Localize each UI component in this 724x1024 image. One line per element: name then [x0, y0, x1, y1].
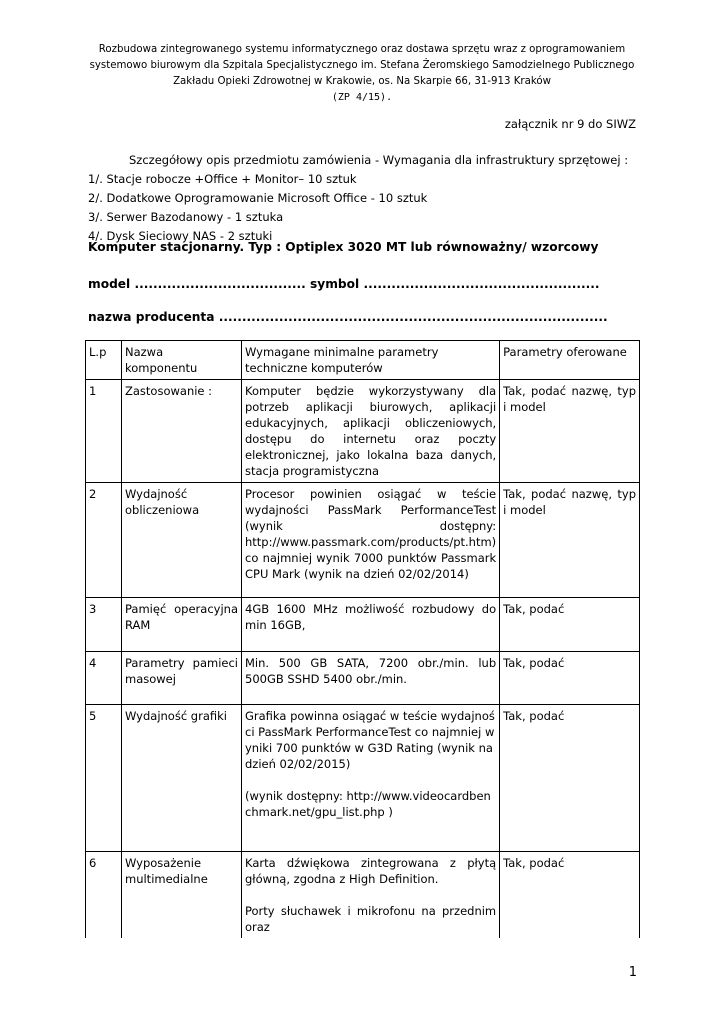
row-lp: 3 [86, 598, 122, 652]
row-offered: Tak, podać [500, 705, 640, 852]
document-header [60, 42, 664, 106]
row-requirement [242, 652, 500, 705]
row-lp: 4 [86, 652, 122, 705]
row-requirement [242, 483, 500, 598]
computer-title: Komputer stacjonarny. Typ : Optiplex 3020 MT lub równoważny/ wzorcowy [88, 240, 599, 254]
row-offered: Tak, podać nazwę, typ i model [500, 380, 640, 483]
requirement-text: Komputer będzie wykorzystywany dla potrzeb aplikacji biurowych, aplikacji edukacyjnych, aplikacji obliczeniowych, dostępu do internetu oraz poczty elektronicznej, jako lokalna baza danych, stacja programistyczna [245, 384, 497, 478]
header-cell-name: Nazwa komponentu [122, 341, 242, 380]
requirement-text: Karta dźwiękowa zintegrowana z płytą główną, zgodna z High Definition. [245, 856, 497, 886]
row-component: Zastosowanie : [122, 380, 242, 483]
header-code: (ZP 4/15). [331, 92, 393, 103]
requirement-note: (wynik dostępny: http://www.videocardbenchmark.net/gpu_list.php ) [245, 789, 491, 819]
row-offered: Tak, podać [500, 652, 640, 705]
table-row [86, 652, 640, 705]
header-cell-requirements: Wymagane minimalne parametry techniczne komputerów [242, 341, 500, 380]
row-offered: Tak, podać [500, 852, 640, 939]
requirement-text: Min. 500 GB SATA, 7200 obr./min. lub 500GB SSHD 5400 obr./min. [245, 656, 497, 686]
row-lp: 5 [86, 705, 122, 852]
table-row [86, 705, 640, 852]
row-requirement [242, 380, 500, 483]
intro-section [88, 151, 648, 246]
table-row [86, 852, 640, 939]
header-line-3: Zakładu Opieki Zdrowotnej w Krakowie, os. Na Skarpie 66, 31-913 Kraków [173, 76, 551, 87]
requirement-text: Procesor powinien osiągać w teście wydajności PassMark PerformanceTest (wynik dostępny: http://www.passmark.com/products/pt.htm) co najmniej wynik 7000 punktów Passmark CPU Mark (wynik na dzień 02/02/2014) [245, 487, 497, 581]
row-requirement [242, 705, 500, 852]
row-component: Wyposażenie multimedialne [122, 852, 242, 939]
row-lp: 2 [86, 483, 122, 598]
table-row [86, 598, 640, 652]
intro-item: 1/. Stacje robocze +Office + Monitor– 10 sztuk [88, 172, 357, 186]
requirement-note: Porty słuchawek i mikrofonu na przednim oraz [245, 904, 497, 934]
header-line-2: systemowo biurowym dla Szpitala Specjalistycznego im. Stefana Żeromskiego Samodzielnego Publicznego [89, 60, 635, 71]
row-offered: Tak, podać [500, 598, 640, 652]
table-row [86, 483, 640, 598]
header-cell-offered: Parametry oferowane [500, 341, 640, 380]
row-component: Pamięć operacyjna RAM [122, 598, 242, 652]
header-line-1: Rozbudowa zintegrowanego systemu informatycznego oraz dostawa sprzętu wraz z oprogramowaniem [98, 44, 626, 55]
row-lp: 6 [86, 852, 122, 939]
intro-item: 2/. Dodatkowe Oprogramowanie Microsoft Office - 10 sztuk [88, 191, 428, 205]
header-cell-lp: L.p [86, 341, 122, 380]
row-requirement [242, 852, 500, 939]
requirement-text: Grafika powinna osiągać w teście wydajności PassMark PerformanceTest co najmniej wyniki 700 punktów w G3D Rating (wynik na dzień 02/02/2015) [245, 709, 495, 771]
annex-label: załącznik nr 9 do SIWZ [504, 117, 636, 131]
table-header-row [86, 341, 640, 380]
row-component: Wydajność grafiki [122, 705, 242, 852]
producer-line: nazwa producenta .................................................................................... [88, 310, 608, 324]
table-row [86, 380, 640, 483]
row-component: Parametry pamieci masowej [122, 652, 242, 705]
spec-table [85, 340, 640, 938]
row-component: Wydajność obliczeniowa [122, 483, 242, 598]
intro-lead: Szczegółowy opis przedmiotu zamówienia - Wymagania dla infrastruktury sprzętowej : [129, 153, 629, 167]
intro-item: 4/. Dysk Sieciowy NAS - 2 sztuki [88, 229, 273, 243]
page-number: 1 [628, 965, 637, 980]
row-offered: Tak, podać nazwę, typ i model [500, 483, 640, 598]
row-requirement [242, 598, 500, 652]
row-lp: 1 [86, 380, 122, 483]
model-symbol-line: model ..................................... symbol ................................................... [88, 277, 600, 291]
requirement-text: 4GB 1600 MHz możliwość rozbudowy do min 16GB, [245, 602, 497, 632]
intro-item: 3/. Serwer Bazodanowy - 1 sztuka [88, 210, 284, 224]
